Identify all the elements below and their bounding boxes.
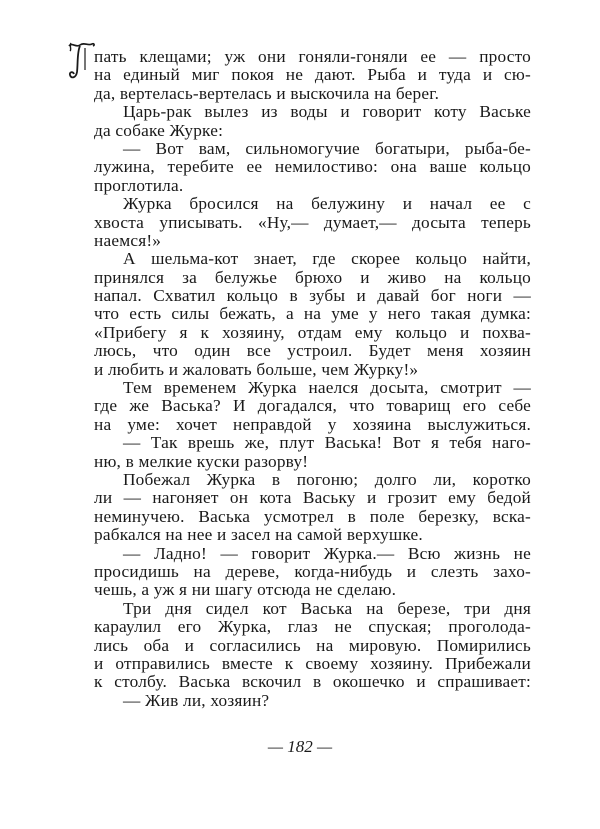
- page-number: — 182 —: [267, 737, 333, 756]
- text-line: что есть силы бежать, а на уме у него такая думка:: [94, 304, 531, 324]
- text-line: лужина, теребите ее немилостиво: она ваше кольцо: [94, 157, 531, 177]
- text-line: — Вот вам, сильномогучие богатыри, рыба-бе-: [123, 138, 531, 158]
- text-line: ли — нагоняет он кота Ваську и грозит ему бедой: [94, 488, 531, 508]
- text-line: неминучею. Васька усмотрел в поле березку, вска-: [94, 506, 531, 526]
- text-line: проглотила.: [94, 175, 184, 195]
- text-line: хвоста уписывать. «Ну,— думает,— досыта теперь: [94, 212, 531, 232]
- text-line: да, вертелась-вертелась и выскочила на берег.: [94, 83, 440, 103]
- text-line: Царь-рак вылез из воды и говорит коту Ваське: [123, 102, 531, 122]
- text-line: караулил его Журка, глаз не спуская; проголода-: [94, 617, 531, 637]
- text-line: да собаке Журке:: [94, 120, 224, 140]
- text-line: и отправились вместе к своему хозяину. Прибежали: [94, 653, 531, 673]
- text-line: принялся за белужье брюхо и живо на кольцо: [94, 267, 531, 287]
- text-line: люсь, что один все устроил. Будет меня хозяин: [94, 341, 531, 361]
- text-line: Тем временем Журка наелся досыта, смотрит —: [123, 378, 531, 398]
- text-line: — Жив ли, хозяин?: [123, 690, 270, 710]
- text-line: — Ладно! — говорит Журка.— Всю жизнь не: [123, 543, 531, 563]
- text-line: пать клещами; уж они гоняли-гоняли ее — просто: [94, 47, 531, 66]
- text-line: Три дня сидел кот Васька на березе, три дня: [123, 598, 531, 618]
- text-line: на уме: хочет неправдой у хозяина выслужиться.: [94, 414, 531, 434]
- text-line: просидишь на дереве, когда-нибудь и слезть захо-: [94, 561, 531, 581]
- body-text: [94, 48, 531, 710]
- text-line: рабкался на нее и засел на самой верхушке.: [94, 525, 423, 545]
- text-line: напал. Схватил кольцо в зубы и давай бог ноги —: [94, 286, 531, 306]
- text-line: наемся!»: [94, 230, 162, 250]
- text-line: «Прибегу я к хозяину, отдам ему кольцо и похва-: [94, 322, 531, 342]
- text-line: Журка бросился на белужину и начал ее с: [123, 194, 531, 214]
- text-line: ню, в мелкие куски разорву!: [94, 451, 309, 471]
- text-line: и любить и жаловать больше, чем Журку!»: [94, 359, 419, 379]
- text-line: чешь, а уж я ни шагу отсюда не сделаю.: [94, 580, 397, 600]
- decorative-flourish-icon: [66, 40, 96, 82]
- text-line: где же Васька? И догадался, что товарищ его себе: [94, 396, 531, 416]
- text-line: лись оба и согласились на мировую. Помирились: [94, 635, 531, 655]
- text-line: к столбу. Васька вскочил в окошечко и спрашивает:: [94, 672, 531, 692]
- text-line: А шельма-кот знает, где скорее кольцо найти,: [123, 249, 531, 269]
- text-line: на единый миг покоя не дают. Рыба и туда и сю-: [94, 65, 531, 85]
- text-line: — Так врешь же, плут Васька! Вот я тебя наго-: [123, 433, 531, 453]
- text-line: Побежал Журка в погоню; долго ли, коротко: [123, 469, 531, 489]
